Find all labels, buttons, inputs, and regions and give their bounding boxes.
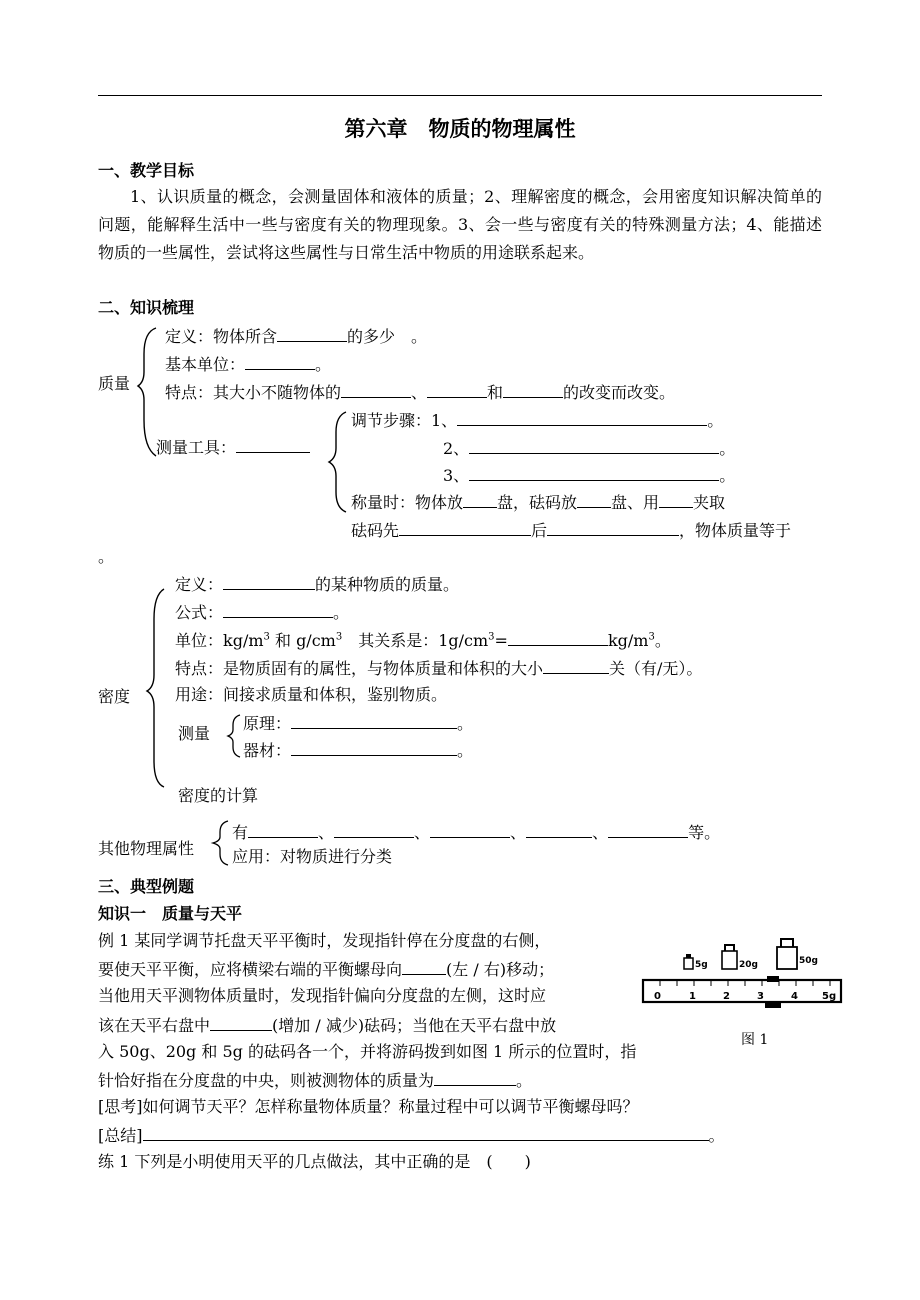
top-rule	[98, 95, 822, 96]
knowledge-1-heading: 知识一 质量与天平	[98, 904, 243, 923]
rider-slider	[767, 976, 779, 982]
section-heading-3: 三、典型例题	[98, 877, 195, 896]
tick-5g: 5g	[822, 991, 837, 1002]
weight-50g-icon	[777, 947, 797, 969]
example-1-line-3: 当他用天平测物体质量时，发现指针偏向分度盘的左侧，这时应	[98, 986, 547, 1005]
density-calculation: 密度的计算	[178, 786, 259, 805]
adjust-step-1: 调节步骤：1、 。	[351, 408, 723, 432]
example-1-line-6: 针恰好指在分度盘的中央，则被测物体的质量为 。	[98, 1068, 532, 1092]
weight-20g-label: 20g	[739, 960, 758, 970]
mass-tool: 测量工具：	[156, 435, 310, 459]
figure-1-caption: 图 1	[741, 1032, 769, 1048]
other-application: 应用：对物质进行分类	[232, 847, 393, 866]
density-feature: 特点：是物质固有的属性，与物体质量和体积的大小 关（有/无）。	[175, 656, 702, 680]
mass-definition: 定义：物体所含 的多少 。	[165, 324, 427, 348]
section-heading-1: 一、教学目标	[98, 161, 195, 180]
weight-50g-label: 50g	[799, 956, 818, 966]
objectives-paragraph: 1、认识质量的概念，会测量固体和液体的质量；2、理解密度的概念，会用密度知识解决简单的问题，能解释生活中一些与密度有关的物理现象。3、会一些与密度有关的特殊测量方法；4、能描述物质的一些属性，尝试将这些属性与日常生活中物质的用途联系起来。	[98, 187, 822, 262]
figure-1-balance	[640, 935, 845, 1020]
example-1-line-5: 入 50g、20g 和 5g 的砝码各一个，并将游码拨到如图 1 所示的位置时，指	[98, 1042, 637, 1061]
weighing-line-3: 。	[98, 547, 115, 566]
density-unit: 单位：$kg/m^3$ 和 $g/cm^3$ 其关系是：$1g/cm^3= kg/m^3$。	[175, 628, 671, 652]
think-question: [思考]如何调节天平？怎样称量物体质量？称量过程中可以调节平衡螺母吗？	[98, 1097, 639, 1116]
density-brace	[144, 585, 174, 790]
density-use: 用途：间接求质量和体积，鉴别物质。	[175, 685, 448, 704]
tool-brace	[324, 408, 354, 518]
mass-unit: 基本单位： 。	[165, 352, 331, 376]
weight-20g-icon	[722, 951, 737, 969]
other-label: 其他物理属性	[98, 839, 195, 858]
weighing-line-2: 砝码先 后 ，物体质量等于	[351, 518, 791, 542]
tick-2: 2	[723, 991, 730, 1002]
measure-brace	[224, 712, 244, 760]
example-1-line-2: 要使天平平衡，应将横梁右端的平衡螺母向 (左 / 右)移动；	[98, 957, 554, 981]
mass-feature: 特点：其大小不随物体的 、 和 的改变而改变。	[165, 380, 675, 404]
density-definition: 定义： 的某种物质的质量。	[175, 572, 459, 596]
tick-4: 4	[791, 991, 798, 1002]
density-label: 密度	[98, 687, 131, 706]
example-1-line-1: 例 1 某同学调节托盘天平平衡时，发现指针停在分度盘的右侧，	[98, 931, 551, 950]
density-measure-label: 测量	[178, 724, 211, 743]
other-properties: 有 、 、 、 、 等。	[232, 820, 720, 844]
density-equipment: 器材： 。	[243, 738, 473, 762]
tick-1: 1	[689, 991, 696, 1002]
weight-5g-label: 5g	[695, 960, 708, 970]
density-formula: 公式： 。	[175, 600, 349, 624]
weight-5g-icon	[684, 958, 693, 969]
other-brace	[208, 818, 232, 868]
tick-0: 0	[654, 991, 661, 1002]
practice-1: 练 1 下列是小明使用天平的几点做法，其中正确的是 ( )	[98, 1152, 531, 1171]
tick-3: 3	[757, 991, 764, 1002]
adjust-step-3: 3、 。	[443, 463, 735, 487]
rider-ruler	[643, 980, 841, 1002]
summary-line: [总结] 。	[98, 1123, 725, 1147]
page-title: 第六章 物质的物理属性	[344, 117, 576, 141]
mass-label: 质量	[98, 374, 131, 393]
adjust-step-2: 2、 。	[443, 436, 735, 460]
example-1-line-4: 该在天平右盘中 (增加 / 减少)砝码；当他在天平右盘中放	[98, 1013, 556, 1037]
weighing-line-1: 称量时：物体放 盘，砝码放 盘、用 夹取	[351, 490, 725, 514]
density-principle: 原理： 。	[243, 711, 473, 735]
section-heading-2: 二、知识梳理	[98, 298, 195, 317]
